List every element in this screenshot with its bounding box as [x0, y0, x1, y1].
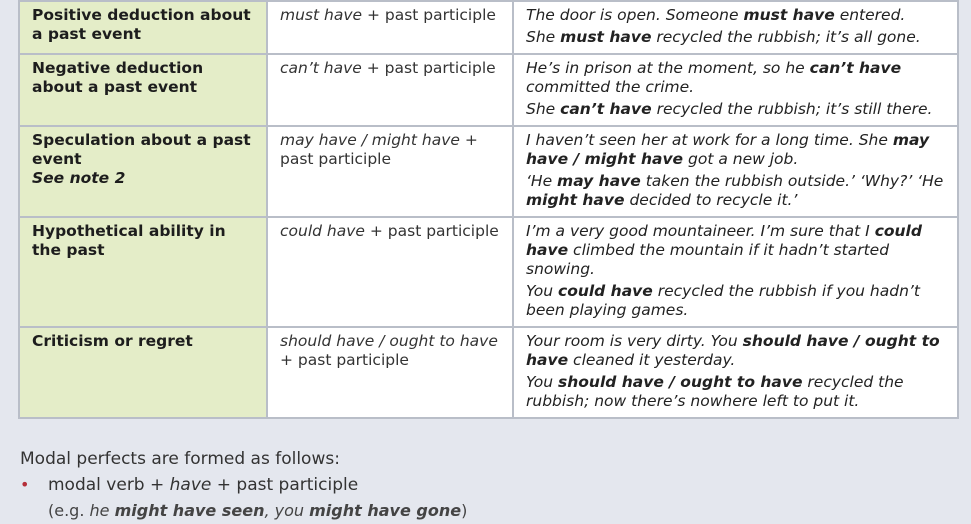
example-text: recycled the rubbish if you hadn’t been playing games.	[526, 282, 920, 319]
footer-intro: Modal perfects are formed as follows:	[20, 449, 340, 469]
example-modal-bold: may have / might have	[526, 131, 930, 168]
form-rest: + past participle	[361, 59, 496, 77]
example-text: taken the rubbish outside.’ ‘Why?’ ‘He	[640, 172, 944, 190]
example-modal-bold: must have	[743, 6, 835, 24]
form-cell	[268, 2, 514, 55]
example-sentence	[526, 373, 947, 411]
form-rest: + past participle	[280, 351, 409, 369]
example-text: She	[526, 100, 561, 118]
use-label: Negative deduction about a past event	[32, 59, 204, 96]
example-modal-bold: could have	[526, 222, 922, 259]
example-text: Your room is very dirty. You	[526, 332, 743, 350]
example-text: The door is open. Someone	[526, 6, 744, 24]
example-cell	[514, 55, 957, 127]
form-cell	[268, 127, 514, 218]
example-text: entered.	[834, 6, 906, 24]
example-bold-2: might have gone	[309, 501, 462, 520]
form-cell	[268, 328, 514, 417]
example-cell	[514, 2, 957, 55]
footer-example	[20, 498, 467, 524]
use-label: Hypothetical ability in the past	[32, 222, 226, 259]
example-cell	[514, 127, 957, 218]
table-row	[20, 2, 957, 55]
use-label: Positive deduction about a past event	[32, 6, 251, 43]
bullet-text-pre: modal verb +	[48, 475, 170, 495]
table-row	[20, 127, 957, 218]
example-sentence	[526, 282, 947, 320]
example-text: cleaned it yesterday.	[568, 351, 736, 369]
example-pre: (e.g.	[48, 501, 90, 520]
example-modal-bold: can’t have	[560, 100, 652, 118]
example-text: You	[526, 373, 558, 391]
use-cell	[20, 127, 268, 218]
form-modal: should have / ought to have	[280, 332, 498, 350]
example-modal-bold: must have	[560, 28, 652, 46]
example-cell	[514, 328, 957, 417]
example-cell	[514, 218, 957, 328]
example-text: recycled the rubbish; it’s all gone.	[651, 28, 921, 46]
example-sentence	[526, 6, 947, 25]
example-text: committed the crime.	[526, 78, 695, 96]
example-text: got a new job.	[683, 150, 799, 168]
form-modal: can’t have	[280, 59, 362, 77]
form-rest: + past participle	[362, 6, 496, 24]
example-sentence	[526, 28, 947, 47]
example-text: ‘He	[526, 172, 558, 190]
example-modal-bold: could have	[558, 282, 653, 300]
example-mid: , you	[264, 501, 310, 520]
form-rest: + past participle	[280, 131, 478, 168]
example-text: climbed the mountain if it hadn’t started snowing.	[526, 241, 890, 278]
example-text: I’m a very good mountaineer. I’m sure that I	[526, 222, 875, 240]
bullet-icon: •	[20, 475, 30, 494]
example-sentence	[526, 100, 947, 119]
example-modal-bold: may have	[557, 172, 641, 190]
example-text: recycled the rubbish; now there’s nowhere left to put it.	[526, 373, 904, 410]
use-cell	[20, 218, 268, 328]
use-note: See note 2	[32, 169, 126, 187]
table-row	[20, 328, 957, 417]
form-cell	[268, 55, 514, 127]
use-cell	[20, 55, 268, 127]
footer-bullet	[20, 472, 467, 498]
table-row	[20, 218, 957, 328]
use-label: Criticism or regret	[32, 332, 193, 350]
footer-notes	[20, 446, 467, 524]
bullet-text-post: + past participle	[211, 475, 359, 495]
use-cell	[20, 2, 268, 55]
form-modal: could have	[280, 222, 365, 240]
form-modal: may have / might have	[280, 131, 460, 149]
example-text: You	[526, 282, 558, 300]
example-text: decided to recycle it.’	[624, 191, 798, 209]
use-label: Speculation about a past event	[32, 131, 251, 168]
example-post: )	[461, 501, 468, 520]
use-cell	[20, 328, 268, 417]
example-sentence	[526, 131, 947, 169]
example-sentence	[526, 332, 947, 370]
example-modal-bold: should have / ought to have	[526, 332, 940, 369]
example-text: He’s in prison at the moment, so he	[526, 59, 810, 77]
example-sentence	[526, 222, 947, 279]
modal-perfects-table	[18, 0, 959, 419]
example-modal-bold: can’t have	[809, 59, 902, 77]
example-he: he	[89, 501, 115, 520]
table-row	[20, 55, 957, 127]
example-sentence	[526, 172, 947, 210]
example-text: I haven’t seen her at work for a long time. She	[526, 131, 893, 149]
form-modal: must have	[280, 6, 363, 24]
example-modal-bold: might have	[526, 191, 625, 209]
bullet-text	[48, 472, 358, 498]
form-rest: + past participle	[364, 222, 499, 240]
example-modal-bold: should have / ought to have	[558, 373, 803, 391]
form-cell	[268, 218, 514, 328]
example-text: recycled the rubbish; it’s still there.	[651, 100, 933, 118]
example-sentence	[526, 59, 947, 97]
example-text: She	[526, 28, 561, 46]
bullet-text-italic: have	[169, 475, 212, 495]
example-bold-1: might have seen	[114, 501, 265, 520]
